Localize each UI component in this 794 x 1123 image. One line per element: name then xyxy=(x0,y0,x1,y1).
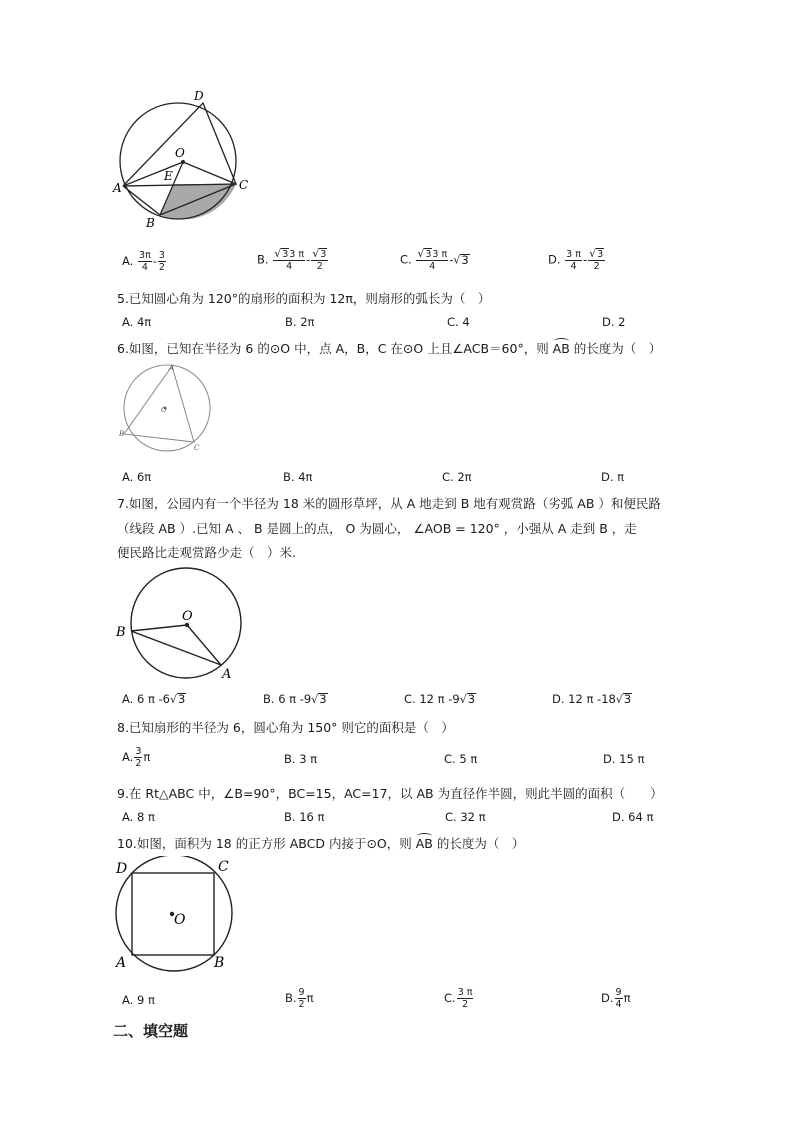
q5-option-b[interactable]: B. 2π xyxy=(285,315,315,329)
label-B: B xyxy=(146,216,155,230)
figure-circle-quadrilateral xyxy=(108,86,258,234)
question-9: 9.在 Rt△ABC 中，∠B=90°，BC=15，AC=17，以 AB 为直径作半圆，则此半圆的面积（ ） xyxy=(117,786,663,801)
q10-option-a[interactable]: A. 9 π xyxy=(122,993,155,1007)
q4-option-a[interactable]: A. $\frac{3\pi}{4}$ - $\frac{3}{2}$ xyxy=(122,250,165,273)
q8-option-a[interactable]: A. $\frac{3}{2}$ π xyxy=(122,746,151,769)
q10-option-b[interactable]: B. $\frac{9}{2}$ π xyxy=(285,987,314,1010)
arc-AB: AB xyxy=(415,836,433,851)
label-C: C xyxy=(194,444,200,452)
question-7-line-2: （线段 AB ）.已知 A 、 B 是圆上的点， O 为圆心， ∠AOB = 120° ，小强从 A 走到 B ，走 xyxy=(117,521,637,536)
q10-option-d[interactable]: D. $\frac{9}{4}$ π xyxy=(601,987,631,1010)
q9-option-a[interactable]: A. 8 π xyxy=(122,810,155,824)
label-B: B xyxy=(116,625,126,640)
q6-option-b[interactable]: B. 4π xyxy=(283,470,313,484)
section-heading-fill-in: 二、填空题 xyxy=(113,1022,189,1040)
figure-inscribed-square xyxy=(108,856,244,972)
q4-option-b[interactable]: B. $\frac{√33 \pi}{4}$ - $\frac{√3}{2}$ xyxy=(257,247,327,272)
label-A: A xyxy=(113,181,122,195)
q6-option-d[interactable]: D. π xyxy=(601,470,625,484)
label-O: O xyxy=(161,406,167,414)
q4-option-d[interactable]: D. $\frac{3 \pi}{4}$ - $\frac{√3}{2}$ xyxy=(548,247,604,272)
label-O: O xyxy=(182,609,193,624)
triangle-ADC xyxy=(123,103,236,186)
q5-option-d[interactable]: D. 2 xyxy=(602,315,626,329)
label-B: B xyxy=(214,955,225,971)
label-O: O xyxy=(175,146,185,160)
question-5: 5.已知圆心角为 120°的扇形的面积为 12π，则扇形的弧长为（ ） xyxy=(117,291,491,306)
label-C: C xyxy=(218,859,229,875)
q8-option-c[interactable]: C. 5 π xyxy=(444,752,478,766)
q7-option-c[interactable]: C. 12 π -9√3 xyxy=(404,692,476,706)
q4-option-c[interactable]: C. $\frac{√33 \pi}{4}$ -√3 xyxy=(400,247,469,272)
q6-option-a[interactable]: A. 6π xyxy=(122,470,152,484)
label-D: D xyxy=(194,89,204,103)
question-7-line-3: 便民路比走观赏路少走（ ）米. xyxy=(117,545,296,560)
question-10: 10.如图，面积为 18 的正方形 ABCD 内接于⊙O，则 AB 的长度为（ ） xyxy=(117,836,525,851)
q5-option-a[interactable]: A. 4π xyxy=(122,315,152,329)
q9-option-d[interactable]: D. 64 π xyxy=(612,810,654,824)
label-C: C xyxy=(239,178,249,192)
figure-circle-triangle xyxy=(116,362,216,454)
figure-circle-sector xyxy=(112,567,248,681)
label-D: D xyxy=(116,861,128,877)
q10-option-c[interactable]: C. $\frac{3 \pi}{2}$ xyxy=(444,987,473,1010)
label-E: E xyxy=(164,169,173,183)
q9-option-c[interactable]: C. 32 π xyxy=(445,810,486,824)
label-A: A xyxy=(169,364,175,372)
question-6: 6.如图，已知在半径为 6 的⊙O 中，点 A，B，C 在⊙O 上且∠ACB＝60°，则 AB 的长度为（ ） xyxy=(117,341,662,356)
q7-option-d[interactable]: D. 12 π -18√3 xyxy=(552,692,632,706)
q6-option-c[interactable]: C. 2π xyxy=(442,470,472,484)
label-A: A xyxy=(222,667,232,681)
arc-AB: AB xyxy=(552,341,570,356)
q8-option-b[interactable]: B. 3 π xyxy=(284,752,318,766)
q5-option-c[interactable]: C. 4 xyxy=(447,315,470,329)
q7-option-a[interactable]: A. 6 π -6√3 xyxy=(122,692,186,706)
label-O: O xyxy=(174,912,186,928)
label-A: A xyxy=(116,955,127,971)
q8-option-d[interactable]: D. 15 π xyxy=(603,752,645,766)
q9-option-b[interactable]: B. 16 π xyxy=(284,810,325,824)
label-B: B xyxy=(119,430,125,438)
question-8: 8.已知扇形的半径为 6，圆心角为 150° 则它的面积是（ ） xyxy=(117,720,454,735)
q7-option-b[interactable]: B. 6 π -9√3 xyxy=(263,692,327,706)
question-7-line-1: 7.如图，公园内有一个半径为 18 米的圆形草坪，从 A 地走到 B 地有观赏路（劣弧 AB ）和便民路 xyxy=(117,496,661,511)
